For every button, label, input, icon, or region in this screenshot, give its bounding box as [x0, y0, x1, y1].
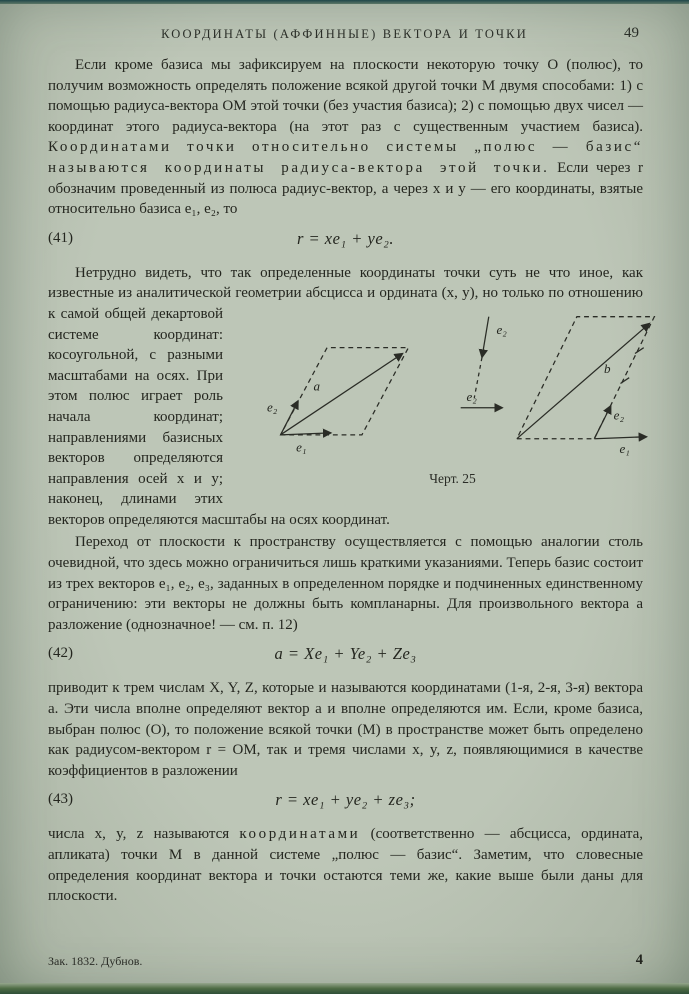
vector-e2-right-arrow	[594, 406, 610, 439]
paragraph-5-text: числа x, y, z называются	[48, 826, 240, 843]
page-header-title: КООРДИНАТЫ (АФФИННЫЕ) ВЕКТОРА И ТОЧКИ	[161, 27, 528, 41]
equation-41-number: (41)	[48, 229, 73, 246]
paragraph-5-text-end: (соответственно — абсцисса, ордината, апликата) точки М в данной системе „полюс — базис“. Заметим, что словесные определения координат вектора и точки остаются теми же, какие выше были даны для плоскости.	[48, 826, 643, 905]
vector-b-arrow	[517, 323, 650, 438]
paragraph-4: приводит к трем числам X, Y, Z, которые и называются координатами (1-я, 2-я, 3-я) вектора a. Эти числа вполне определяют вектор a и вполне определяются им. Если, кроме базиса, выбран полюс (О), то положение всякой точки (М) в пространстве может быть определено как радиусом-вектором r = ОМ, так и тремя числами x, y, z, появляющимися в качестве коэффициентов в разложении	[48, 680, 643, 779]
equation-43-number: (43)	[48, 791, 73, 808]
paragraph-2-text-end: по отношению к самой общей декартовой системе координат: косоугольной, с разными масштабами на осях. При этом полюс играет роль начала координат; направлениями базисных векторов определяются направления осей x и y; наконец, длинами этих векторов определяются масштабы на осях координат.	[48, 285, 643, 528]
vector-e1-right-arrow	[594, 437, 646, 439]
vector-label-a: a	[313, 378, 321, 394]
vector-e2-mid-top-arrow	[482, 317, 489, 358]
equation-41	[48, 229, 643, 253]
equation-43-formula: r = xe₁ + ye₂ + ze₃;	[275, 790, 416, 810]
page-number-top: 49	[624, 25, 639, 41]
page-content	[0, 42, 689, 907]
vector-label-e2-mid: e₂	[466, 388, 477, 404]
figure-caption: Черт. 25	[429, 470, 476, 486]
paragraph-1-emphasis: Координатами точки относительно системы „полюс — базис“ называются координаты радиуса-вектора этой точки.	[48, 139, 643, 176]
vector-a-arrow	[281, 353, 403, 434]
tick-mark-1	[620, 378, 629, 384]
vector-label-b: b	[604, 360, 611, 376]
paragraph-5	[48, 824, 643, 906]
running-head	[0, 0, 689, 42]
figure-diagram	[263, 307, 670, 460]
equation-41-formula: r = xe₁ + ye₂.	[296, 228, 395, 248]
figure-chart-25	[236, 307, 643, 489]
paragraph-5-emphasis: координатами	[239, 826, 361, 843]
paragraph-1-text: Если кроме базиса мы зафиксируем на плоскости некоторую точку О (полюс), то получим возможность определять положение всякой другой точки М двумя способами: 1) с помощью радиуса-вектора ОМ этой точки (без участия базиса); 2) с помощью двух чисел — координат этого радиуса-вектора (на этот раз с существенным участием базиса).	[48, 57, 643, 135]
signature-number: 4	[635, 952, 643, 968]
equation-42-formula: a = Xe₁ + Ye₂ + Ze₃	[274, 644, 417, 664]
vector-label-e1-left: e₁	[296, 439, 307, 455]
equation-42-number: (42)	[48, 645, 73, 662]
vector-label-e2-mid-top: e₂	[496, 322, 507, 338]
vector-label-e2-left: e₂	[267, 399, 278, 415]
page-footer	[48, 952, 643, 969]
imprint-note: Зак. 1832. Дубнов.	[48, 954, 143, 968]
vector-e1-left-arrow	[281, 433, 331, 435]
equation-43	[48, 790, 643, 814]
paragraph-1	[48, 55, 643, 220]
vector-label-e1-right: e₁	[619, 441, 630, 457]
paragraph-2	[48, 263, 643, 531]
paragraph-1-text-end: Если через r обозначим проведенный из полюса радиус-вектор, а через x и y — его координаты, взятые относительно базиса e₁, e₂, то	[48, 159, 644, 218]
paragraph-2-text: Нетрудно видеть, что так определенные координаты точки суть не что иное, как известные из аналитической геометрии абсцисса и ордината (x, y), но только	[48, 264, 643, 302]
paragraph-3: Переход от плоскости к пространству осуществляется с помощью аналогии столь очевидной, что здесь можно ограничиться лишь краткими указаниями. Теперь базис состоит из трех векторов e₁, e₂, e₃, заданных в определенном порядке и подчиненных единственному ограничению: эти векторы не должны быть компланарны. Для произвольного вектора a разложение (однозначное! — см. п. 12)	[48, 534, 643, 633]
equation-42	[48, 644, 643, 668]
vector-label-e2-right: e₂	[613, 407, 625, 423]
